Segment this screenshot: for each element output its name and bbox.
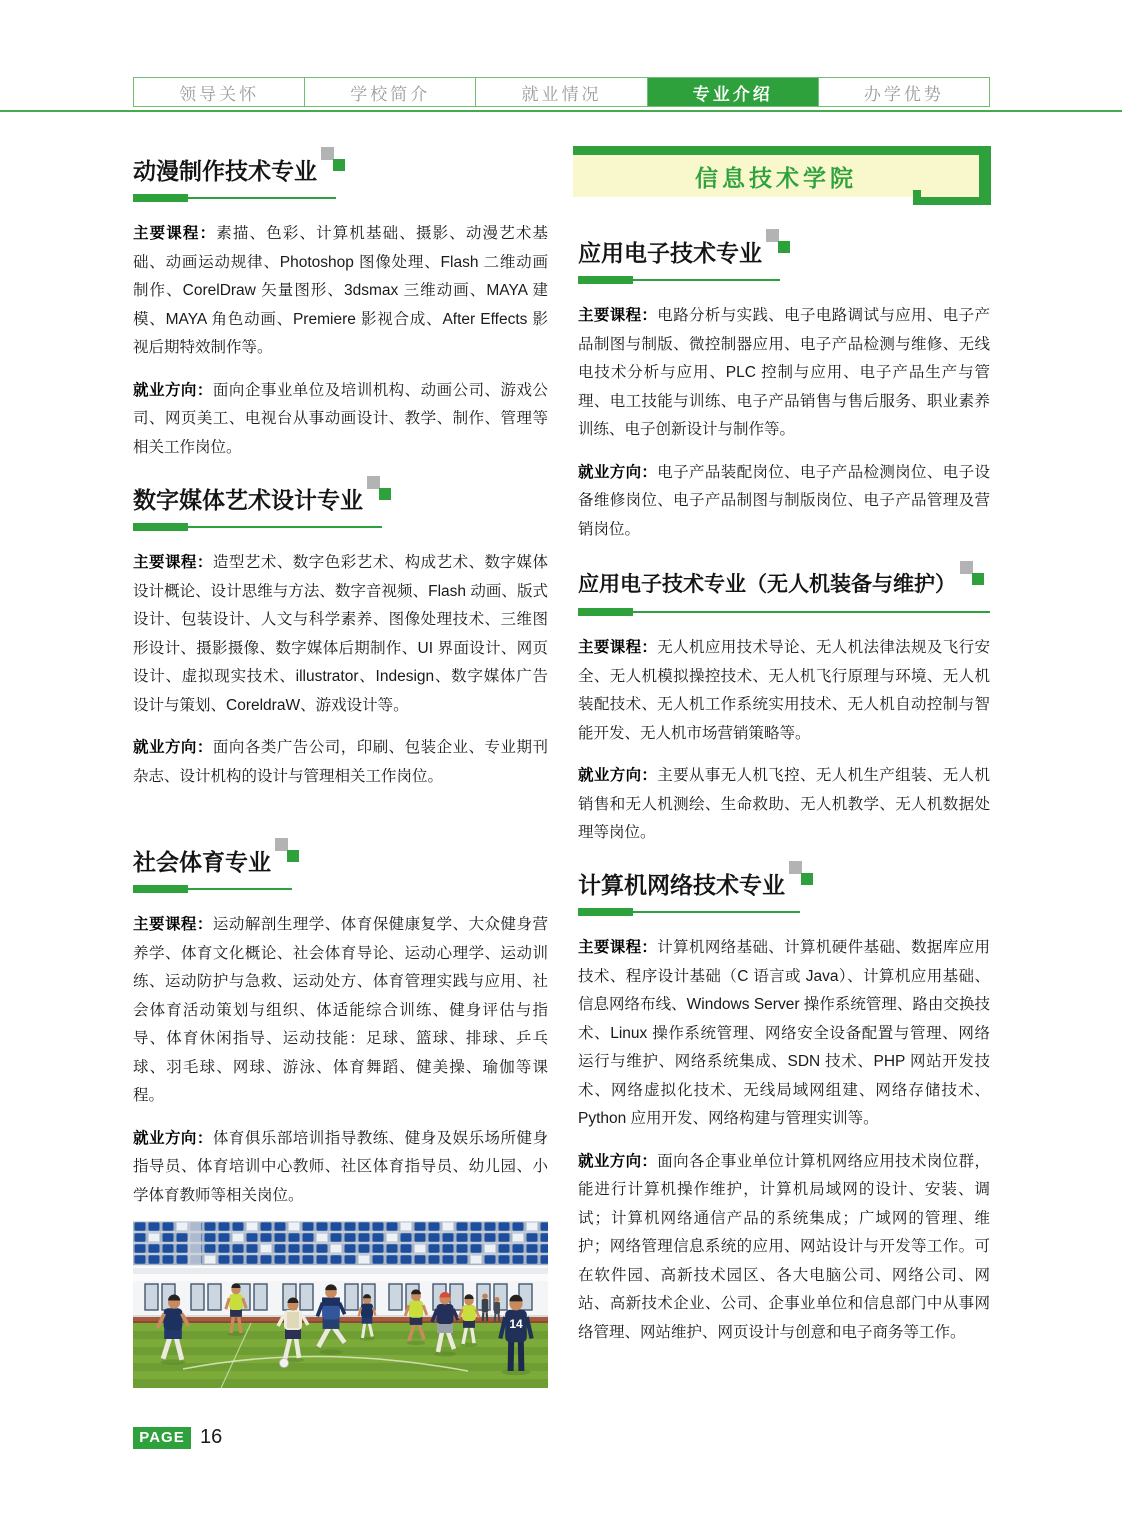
title-underline — [133, 523, 548, 531]
title-underline — [133, 885, 548, 893]
paragraph-label: 主要课程： — [133, 554, 213, 571]
section-digital-media-major — [133, 485, 548, 791]
corner-squares-deco — [960, 570, 988, 600]
tab-leadership-care[interactable]: 领导关怀 — [134, 78, 304, 106]
paragraph-label: 就业方向： — [578, 1152, 658, 1170]
header-divider-line — [0, 110, 1122, 112]
page-number: 16 — [200, 1426, 223, 1448]
careers-paragraph — [133, 377, 548, 463]
paragraph-text: 体育俱乐部培训指导教练、健身及娱乐场所健身指导员、体育培训中心教师、社区体育指导员、幼儿园、小学体育教师等相关岗位。 — [133, 1129, 548, 1204]
courses-paragraph — [578, 302, 990, 445]
paragraph-label: 主要课程： — [578, 939, 658, 956]
paragraph-label: 主要课程： — [578, 639, 658, 656]
green-square-icon — [379, 488, 391, 500]
tab-school-advantages[interactable]: 办学优势 — [818, 78, 989, 106]
paragraph-text: 面向各类广告公司，印刷、包装企业、专业期刊杂志、设计机构的设计与管理相关工作岗位。 — [133, 739, 548, 785]
paragraph-label: 就业方向： — [133, 739, 213, 756]
paragraph-label: 就业方向： — [578, 767, 658, 784]
paragraph-label: 就业方向： — [133, 381, 213, 399]
paragraph-text: 造型艺术、数字色彩艺术、构成艺术、数字媒体设计概论、设计思维与方法、数字音视频、Flash 动画、版式设计、包装设计、人文与科学素养、图像处理技术、三维图形设计、摄影摄像、数字媒体后期制作、UI 界面设计、网页设计、虚拟现实技术、illustrator、Indesign、数字媒体广告设计与策划、CoreldraW、游戏设计等。 — [133, 554, 548, 714]
title-underline — [578, 276, 990, 284]
corner-squares-deco — [367, 485, 395, 515]
paragraph-label: 主要课程： — [578, 307, 658, 324]
title-underline — [578, 908, 990, 916]
section-title: 社会体育专业 — [133, 849, 271, 875]
paragraph-text: 面向各企事业单位计算机网络应用技术岗位群，能进行计算机操作维护，计算机局域网的设计、安装、调试；计算机网络通信产品的系统集成；广域网的管理、维护；网络管理信息系统的应用、网站设计与开发等工作。可在软件园、高新技术园区、各大电脑公司、网络公司、网站、高新技术企业、公司、企事业单位和信息部门中从事网络管理、网站维护、网页设计与创意和电子商务等工作。 — [578, 1152, 990, 1341]
paragraph-label: 主要课程： — [133, 225, 217, 242]
section-title: 应用电子技术专业（无人机装备与维护） — [578, 573, 956, 596]
courses-paragraph — [133, 220, 548, 363]
green-square-icon — [801, 873, 813, 885]
tab-employment[interactable]: 就业情况 — [475, 78, 646, 106]
section-computer-network-major — [578, 870, 990, 1347]
corner-squares-deco — [275, 847, 303, 877]
green-square-icon — [972, 573, 984, 585]
banner-top-border — [573, 146, 991, 155]
top-nav — [133, 77, 990, 107]
corner-squares-deco — [789, 870, 817, 900]
green-square-icon — [333, 159, 345, 171]
careers-paragraph — [133, 734, 548, 791]
section-animation-major — [133, 156, 548, 462]
careers-paragraph — [133, 1125, 548, 1211]
corner-squares-deco — [321, 156, 349, 186]
paragraph-text: 电路分析与实践、电子电路调试与应用、电子产品制图与制版、微控制器应用、电子产品检测与维修、无线电技术分析与应用、PLC 控制与应用、电子产品生产与管理、电工技能与训练、电子产品销售与售后服务、职业素养训练、电子创新设计与制作等。 — [578, 307, 990, 438]
green-square-icon — [287, 850, 299, 862]
banner-bottom-border — [913, 197, 991, 205]
paragraph-text: 计算机网络基础、计算机硬件基础、数据库应用技术、程序设计基础（C 语言或 Java）、计算机应用基础、信息网络布线、Windows Server 操作系统管理、路由交换技术、Linux 操作系统管理、网络安全设备配置与管理、网络运行与维护、网络系统集成、SDN 技术、PHP 网站开发技术、网络虚拟化技术、无线局域网组建、网络存储技术、Python 应用开发、网络构建与管理实训等。 — [578, 939, 990, 1127]
careers-paragraph — [578, 459, 990, 545]
page-footer — [133, 1426, 222, 1449]
section-uav-major — [578, 570, 990, 848]
page-badge: PAGE — [133, 1427, 191, 1449]
paragraph-label: 主要课程： — [133, 916, 213, 933]
paragraph-label: 就业方向： — [578, 463, 658, 481]
college-title: 信息技术学院 — [695, 164, 857, 191]
college-banner — [573, 146, 991, 206]
section-social-sports-major — [133, 847, 548, 1210]
paragraph-text: 电子产品装配岗位、电子产品检测岗位、电子设备维修岗位、电子产品制图与制版岗位、电子产品管理及营销岗位。 — [578, 463, 990, 538]
courses-paragraph — [578, 634, 990, 748]
paragraph-text: 运动解剖生理学、体育保健康复学、大众健身营养学、体育文化概论、社会体育导论、运动心理学、运动训练、运动防护与急救、运动处方、体育管理实践与应用、社会体育活动策划与组织、体适能综合训练、健身评估与指导、体育休闲指导、运动技能：足球、篮球、排球、乒乓球、羽毛球、网球、游泳、体育舞蹈、健美操、瑜伽等课程。 — [133, 916, 548, 1104]
svg-text:14: 14 — [509, 1316, 523, 1331]
paragraph-label: 就业方向： — [133, 1129, 213, 1147]
section-applied-electronics-major — [578, 238, 990, 544]
paragraph-text: 主要从事无人机飞控、无人机生产组装、无人机销售和无人机测绘、生命救助、无人机教学、无人机数据处理等岗位。 — [578, 767, 990, 841]
tab-school-intro[interactable]: 学校简介 — [304, 78, 475, 106]
courses-paragraph — [133, 549, 548, 720]
careers-paragraph — [578, 1148, 990, 1348]
section-title: 动漫制作技术专业 — [133, 158, 317, 184]
paragraph-text: 面向企事业单位及培训机构、动画公司、游戏公司、网页美工、电视台从事动画设计、教学、制作、管理等相关工作岗位。 — [133, 381, 548, 456]
title-underline — [578, 608, 990, 616]
title-underline — [133, 194, 548, 202]
green-square-icon — [778, 241, 790, 253]
section-title: 数字媒体艺术设计专业 — [133, 487, 363, 513]
corner-squares-deco — [766, 238, 794, 268]
careers-paragraph — [578, 762, 990, 848]
section-title: 应用电子技术专业 — [578, 240, 762, 266]
courses-paragraph — [133, 911, 548, 1111]
banner-corner-step — [913, 190, 921, 198]
section-title: 计算机网络技术专业 — [578, 872, 785, 898]
courses-paragraph — [578, 934, 990, 1134]
soccer-field-photo — [133, 1221, 548, 1388]
paragraph-text: 无人机应用技术导论、无人机法律法规及飞行安全、无人机模拟操控技术、无人机飞行原理与环境、无人机装配技术、无人机工作系统实用技术、无人机自动控制与智能开发、无人机市场营销策略等。 — [578, 639, 990, 742]
tab-majors[interactable]: 专业介绍 — [647, 78, 818, 106]
paragraph-text: 素描、色彩、计算机基础、摄影、动漫艺术基础、动画运动规律、Photoshop 图像处理、Flash 二维动画制作、CorelDraw 矢量图形、3dsmax 三维动画、MAYA 建模、MAYA 角色动画、Premiere 影视合成、After Effects 影视后期特效制作等。 — [133, 225, 548, 356]
